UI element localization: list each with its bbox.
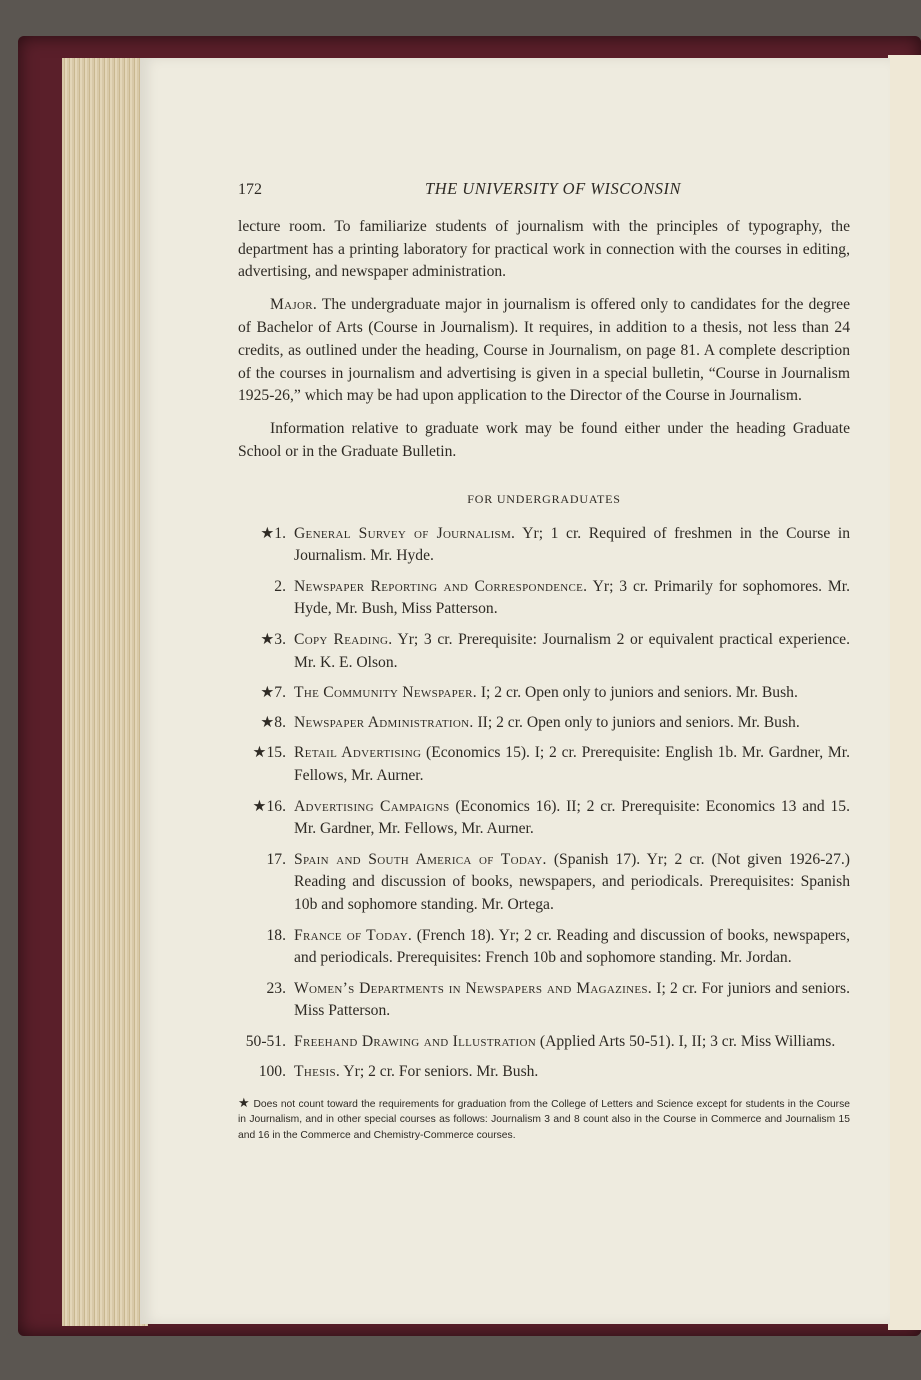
page-text (238, 178, 850, 1143)
course-title: Thesis. (294, 1063, 341, 1080)
course-number: ★15. (252, 744, 286, 762)
facing-page-edge (888, 55, 921, 1330)
paragraph-intro: lecture room. To familiarize students of journalism with the principles of typography, the department has a printing laboratory for practical work in connection with the courses in editing, advertising, and newspaper administration. (238, 217, 850, 281)
footnote (238, 1094, 850, 1144)
course-number: ★8. (260, 714, 286, 732)
course-number: 100. (258, 1063, 286, 1080)
course-number: 50-51. (245, 1032, 286, 1050)
course-details: (Applied Arts 50-51). I, II; 3 cr. Miss Williams. (536, 1032, 836, 1050)
course-item (238, 523, 850, 569)
course-title: France of Today. (294, 926, 413, 944)
course-body (294, 849, 850, 917)
course-title: Newspaper Administration. (294, 714, 474, 732)
course-item (238, 1031, 850, 1054)
course-body (294, 682, 850, 705)
course-title: General Survey of Journalism. (294, 524, 516, 542)
course-title: Freehand Drawing and Illustration (294, 1032, 536, 1050)
section-heading: FOR UNDERGRADUATES (467, 491, 621, 506)
course-item (238, 925, 850, 971)
major-text: The undergraduate major in journalism is offered only to candidates for the degree of Bachelor of Arts (Course in Journalism). It requires, in addition to a thesis, not less than 24 credits, as outlined under the heading, Course in Journalism, on page 81. A complete description of the courses in journalism and advertising is given in a special bulletin, “Course in Journalism 1925-26,” which may be had upon application to the Director of the Course in Journalism. (238, 296, 850, 405)
course-title: Women’s Departments in Newspapers and Magazines. (294, 979, 652, 997)
course-number: ★7. (260, 683, 286, 701)
running-head (238, 178, 850, 202)
course-body (294, 1031, 850, 1054)
course-number: 2. (274, 577, 286, 595)
course-item (238, 978, 850, 1024)
course-details: I; 2 cr. Open only to juniors and seniors. Mr. Bush. (476, 683, 798, 701)
course-number: ★16. (252, 797, 286, 815)
course-details: (Spanish 17). Yr; 2 cr. (Not given 1926-27.) Reading and discussion of books, newspapers, and periodicals. Prerequisites: Spanish 10b and sophomore standing. Mr. Ortega. (294, 850, 850, 914)
running-title: THE UNIVERSITY OF WISCONSIN (425, 179, 681, 198)
paragraph-graduate: Information relative to graduate work may be found either under the heading Graduate School or in the Graduate Bulletin. (238, 420, 850, 460)
course-number: 23. (266, 979, 286, 997)
book-page (140, 58, 890, 1324)
course-body (294, 742, 850, 788)
course-body (294, 629, 850, 675)
course-title: The Community Newspaper. (294, 683, 477, 701)
course-details: (Economics 15). I; 2 cr. Prerequisite: English 1b. Mr. Gardner, Mr. Fellows, Mr. Aurner. (294, 744, 851, 785)
major-lead: Major. (270, 296, 318, 314)
course-title: Copy Reading. (294, 630, 393, 648)
page-edges (62, 58, 148, 1326)
course-item (238, 712, 850, 735)
course-item (238, 796, 850, 842)
course-item (238, 849, 850, 917)
course-details: Yr; 3 cr. Primarily for sophomores. Mr. Hyde, Mr. Bush, Miss Patterson. (294, 577, 851, 618)
course-number: ★1. (260, 524, 286, 542)
course-item (238, 682, 850, 705)
course-body (294, 925, 850, 971)
course-number: ★3. (260, 630, 286, 648)
course-details: Yr; 2 cr. For seniors. Mr. Bush. (340, 1063, 539, 1080)
course-details: Yr; 1 cr. Required of freshmen in the Course in Journalism. Mr. Hyde. (294, 524, 851, 565)
course-item (238, 1061, 850, 1084)
course-body (294, 712, 850, 735)
course-item (238, 629, 850, 675)
course-body (294, 1061, 850, 1084)
course-title: Advertising Campaigns (294, 797, 450, 815)
course-details: I; 2 cr. For juniors and seniors. Miss Patterson. (294, 979, 850, 1020)
footnote-text: Does not count toward the requirements for graduation from the College of Letters and Science except for students in the Course in Journalism, and in other special courses as follows: Journalism 3 and 8 count also in the Course in Commerce and Journalism 15 and 16 in the Commerce and Chemistry-Commerce courses. (238, 1098, 850, 1141)
course-title: Spain and South America of Today. (294, 850, 547, 868)
course-details: (Economics 16). II; 2 cr. Prerequisite: Economics 13 and 15. Mr. Gardner, Mr. Fellows, Mr. Aurner. (294, 797, 851, 838)
course-number: 17. (266, 850, 286, 868)
page-number: 172 (238, 181, 262, 198)
footnote-star-icon: ★ (238, 1094, 251, 1110)
paragraph-major (238, 294, 850, 408)
course-body (294, 576, 850, 622)
course-list (238, 523, 850, 1084)
course-body (294, 796, 850, 842)
course-details: Yr; 3 cr. Prerequisite: Journalism 2 or equivalent practical experience. Mr. K. E. Olson. (294, 630, 850, 671)
course-item (238, 576, 850, 622)
course-body (294, 978, 850, 1024)
course-item (238, 742, 850, 788)
course-number: 18. (266, 926, 286, 944)
course-title: Newspaper Reporting and Correspondence. (294, 577, 588, 595)
course-details: (French 18). Yr; 2 cr. Reading and discussion of books, newspapers, and periodicals. Prerequisites: French 10b and sophomore standing. Mr. Jordan. (294, 926, 850, 967)
course-details: II; 2 cr. Open only to juniors and seniors. Mr. Bush. (473, 714, 800, 732)
course-body (294, 523, 850, 569)
course-title: Retail Advertising (294, 744, 422, 762)
